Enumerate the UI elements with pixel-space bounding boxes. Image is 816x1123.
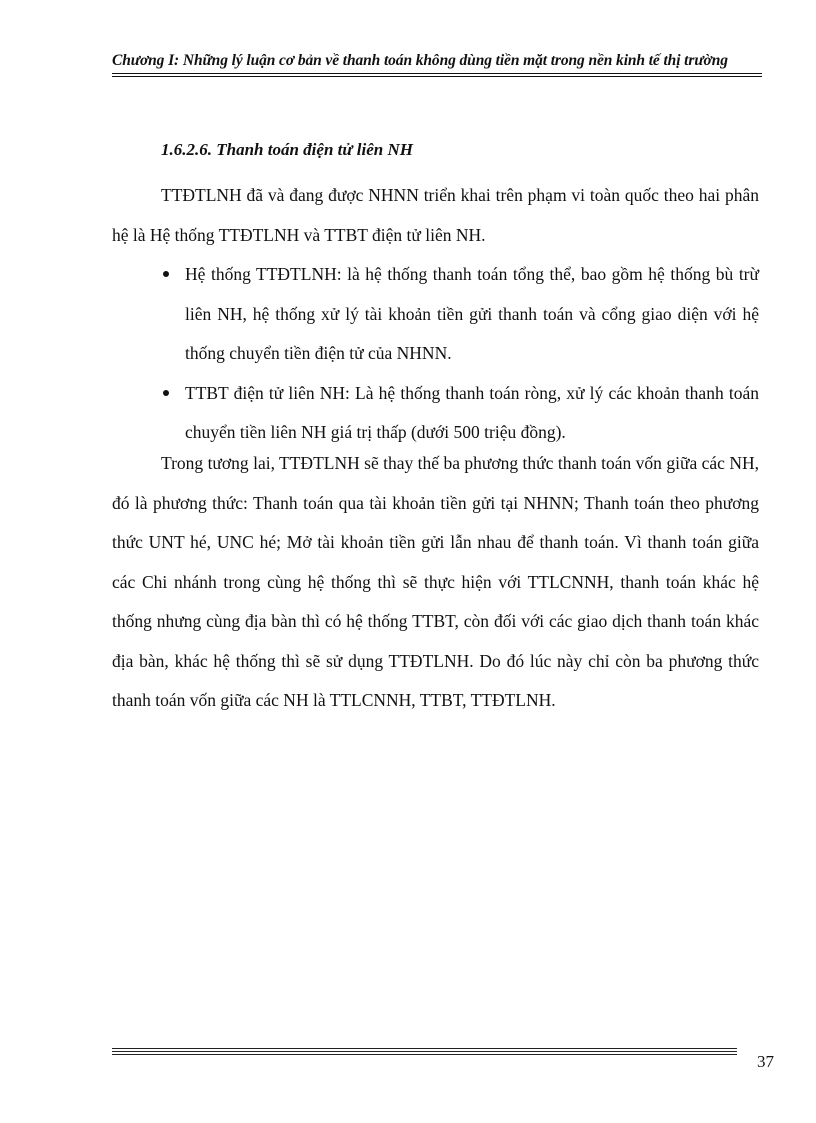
conclusion-paragraph: Trong tương lai, TTĐTLNH sẽ thay thế ba phương thức thanh toán vốn giữa các NH, đó là phương thức: Thanh toán qua tài khoản tiền gửi tại NHNN; Thanh toán theo phương thức UNT hé, UNC hé; Mở tài khoản tiền gửi lẫn nhau để thanh toán. Vì thanh toán giữa các Chi nhánh trong cùng hệ thống thì sẽ thực hiện với TTLCNNH, thanh toán khác hệ thống nhưng cùng địa bàn thì có hệ thống TTBT, còn đối với các giao dịch thanh toán khác địa bàn, khác hệ thống thì sẽ sử dụng TTĐTLNH. Do đó lúc này chỉ còn ba phương thức thanh toán vốn giữa các NH là TTLCNNH, TTBT, TTĐTLNH. [112,453,759,710]
page-number: 37 [757,1052,774,1071]
list-item-text: TTBT điện tử liên NH: Là hệ thống thanh toán ròng, xử lý các khoản thanh toán chuyển tiền liên NH giá trị thấp (dưới 500 triệu đồng). [185,382,759,442]
list-item [161,255,759,374]
footer-divider [112,1048,737,1055]
list-item [161,374,759,453]
bullet-icon [163,271,169,277]
bullet-list [161,255,759,453]
list-item-text: Hệ thống TTĐTLNH: là hệ thống thanh toán tổng thể, bao gồm hệ thống bù trừ liên NH, hệ thống xử lý tài khoản tiền gửi thanh toán và cổng giao diện với hệ thống chuyển tiền điện tử của NHNN. [185,264,759,363]
section-heading: 1.6.2.6. Thanh toán điện tử liên NH [161,140,414,159]
intro-paragraph: TTĐTLNH đã và đang được NHNN triển khai trên phạm vi toàn quốc theo hai phân hệ là Hệ thống TTĐTLNH và TTBT điện tử liên NH. [112,185,759,245]
header-divider [112,73,762,77]
bullet-icon [163,390,169,396]
running-header: Chương I: Những lý luận cơ bản về thanh toán không dùng tiền mặt trong nền kinh tế thị trường [112,52,728,69]
